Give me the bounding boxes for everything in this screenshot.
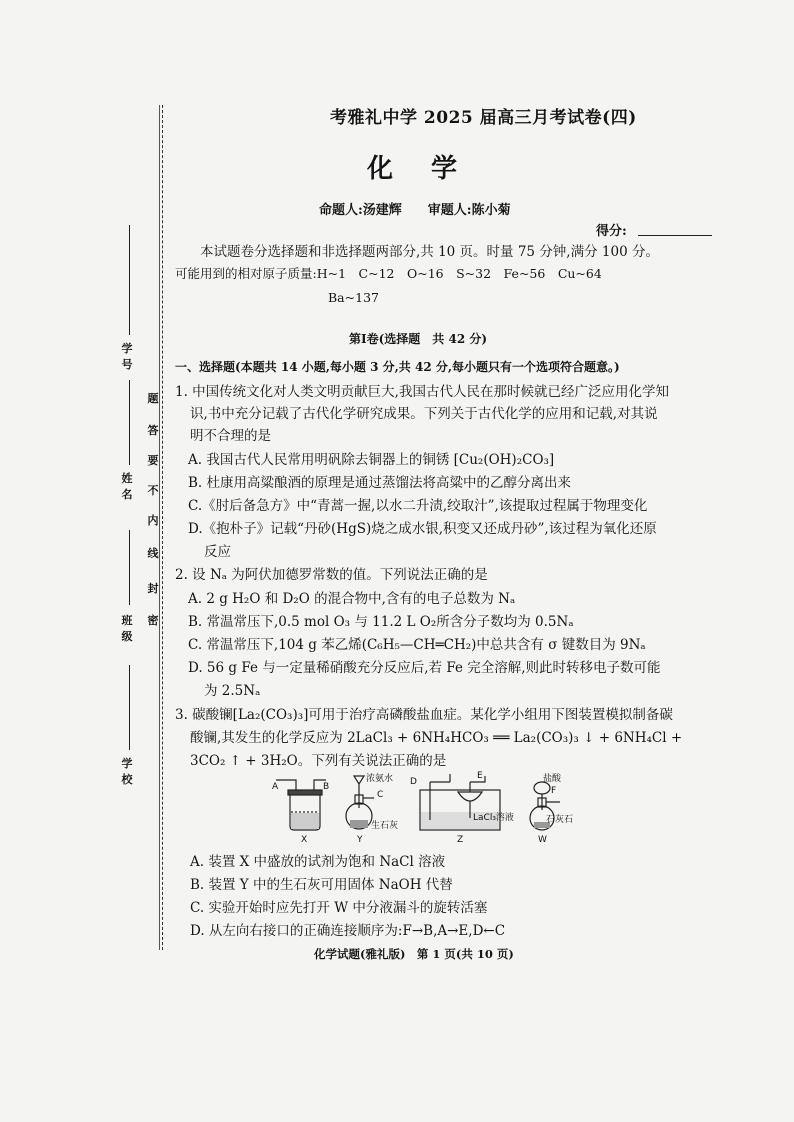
part-heading: 一、选择题(本题共 14 小题,每小题 3 分,共 42 分,每小题只有一个选项符合题意。) — [175, 360, 620, 374]
q3-stem-line: 3CO₂ ↑ + 3H₂O。下列有关说法正确的是 — [190, 753, 447, 769]
q2-option-a[interactable]: A. 2 g H₂O 和 D₂O 的混合物中,含有的电子总数为 Nₐ — [188, 591, 516, 607]
seal-char: 线 — [147, 547, 159, 560]
q3-option-c[interactable]: C. 实验开始时应先打开 W 中分液漏斗的旋转活塞 — [190, 900, 488, 916]
intro-line-3: Ba~137 — [328, 290, 379, 305]
q2-option-b[interactable]: B. 常温常压下,0.5 mol O₃ 与 11.2 L O₂所含分子数均为 0.5Nₐ — [188, 614, 574, 630]
fig-label-w-bottom: 石灰石 — [546, 815, 574, 825]
q1-stem-line: 识,书中充分记载了古代化学研究成果。下列关于古代化学的应用和记载,对其说 — [190, 406, 658, 422]
student-id-label: 学号 — [121, 342, 133, 371]
page-footer: 化学试题(雅礼版) 第 1 页(共 10 页) — [314, 947, 514, 961]
intro-line-1: 本试题卷分选择题和非选择题两部分,共 10 页。时量 75 分钟,满分 100 分。 — [200, 244, 659, 260]
score-blank[interactable] — [638, 235, 712, 236]
q1-option-b[interactable]: B. 杜康用高粱酿酒的原理是通过蒸馏法将高粱中的乙醇分离出来 — [188, 475, 572, 491]
fig-name-w: W — [538, 835, 547, 845]
q1-option-c[interactable]: C.《肘后备急方》中“青蒿一握,以水二升渍,绞取汁”,该提取过程属于物理变化 — [188, 498, 648, 514]
student-id-blank[interactable] — [129, 225, 130, 335]
q1-stem-line: 明不合理的是 — [190, 428, 271, 444]
school-blank[interactable] — [129, 665, 130, 750]
q3-option-b[interactable]: B. 装置 Y 中的生石灰可用固体 NaOH 代替 — [190, 877, 453, 893]
fig-name-z: Z — [457, 835, 464, 845]
q1-stem-line: 1. 中国传统文化对人类文明贡献巨大,我国古代人民在那时候就已经广泛应用化学知 — [175, 384, 669, 400]
q3-option-d[interactable]: D. 从左向右接口的正确连接顺序为:F→B,A→E,D←C — [190, 923, 506, 939]
seal-char: 内 — [147, 514, 159, 527]
seal-char: 答 — [147, 424, 159, 437]
fig-label-z-liquid: LaCl₃溶液 — [473, 813, 514, 823]
seal-char: 不 — [147, 484, 159, 497]
q2-option-d-cont: 为 2.5Nₐ — [204, 683, 261, 699]
exam-title: 考雅礼中学 2025 届高三月考试卷(四) — [330, 108, 637, 128]
seal-char: 要 — [147, 454, 159, 467]
seal-char: 题 — [147, 392, 159, 405]
fig-label-y-top: 浓氨水 — [366, 774, 394, 784]
fig-label-f: F — [551, 786, 557, 796]
q1-option-d[interactable]: D.《抱朴子》记载“丹砂(HgS)烧之成水银,积变又还成丹砂”,该过程为氧化还原 — [188, 521, 657, 537]
q2-option-d[interactable]: D. 56 g Fe 与一定量稀硝酸充分反应后,若 Fe 完全溶解,则此时转移电子数可能 — [188, 660, 661, 676]
q3-option-a[interactable]: A. 装置 X 中盛放的试剂为饱和 NaCl 溶液 — [190, 854, 446, 870]
intro-line-2: 可能用到的相对原子质量:H~1 C~12 O~16 S~32 Fe~56 Cu~64 — [175, 266, 602, 281]
seal-char: 封 — [147, 582, 159, 595]
fig-label-w-top: 盐酸 — [543, 774, 562, 784]
section-title: 第Ⅰ卷(选择题 共 42 分) — [349, 332, 488, 346]
fig-label-y-bottom: 生石灰 — [371, 821, 399, 831]
q2-stem: 2. 设 Nₐ 为阿伏加德罗常数的值。下列说法正确的是 — [175, 567, 488, 583]
q2-option-c[interactable]: C. 常温常压下,104 g 苯乙烯(C₆H₅—CH═CH₂)中总共含有 σ 键数目为 9Nₐ — [188, 637, 646, 653]
authors: 命题人:汤建辉 审题人:陈小菊 — [319, 203, 511, 218]
apparatus-x — [276, 780, 326, 830]
fig-label-d: D — [410, 777, 417, 787]
class-blank[interactable] — [129, 530, 130, 605]
fig-label-e: E — [477, 771, 483, 781]
score-label: 得分: — [596, 224, 627, 239]
binding-line-dashed — [162, 105, 163, 950]
fig-name-x: X — [301, 835, 308, 845]
q1-option-d-cont: 反应 — [204, 544, 231, 560]
q3-stem-line: 3. 碳酸镧[La₂(CO₃)₃]可用于治疗高磷酸盐血症。某化学小组用下图装置模拟制备碳 — [175, 707, 673, 723]
q1-option-a[interactable]: A. 我国古代人民常用明矾除去铜器上的铜锈 [Cu₂(OH)₂CO₃] — [188, 452, 555, 468]
subject-title: 化学 — [367, 154, 496, 184]
school-label: 学校 — [121, 757, 133, 786]
fig-label-c: C — [377, 790, 384, 800]
fig-label-b: B — [323, 782, 330, 792]
fig-name-y: Y — [357, 835, 363, 845]
class-label: 班级 — [121, 614, 133, 643]
q3-stem-line: 酸镧,其发生的化学反应为 2LaCl₃ + 6NH₄HCO₃ ══ La₂(CO₃)₃ ↓ + 6NH₄Cl + — [190, 730, 683, 746]
name-label: 姓名 — [121, 472, 133, 501]
apparatus-figure — [270, 768, 580, 848]
fig-label-a: A — [272, 782, 279, 792]
seal-char: 密 — [147, 614, 159, 627]
name-blank[interactable] — [129, 380, 130, 465]
